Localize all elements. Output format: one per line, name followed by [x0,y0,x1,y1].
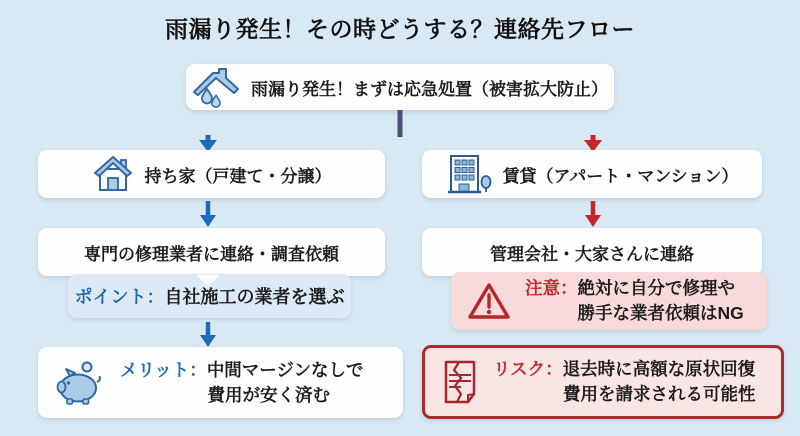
merit-label: メリット： [120,359,207,380]
arrow-down-left-step-icon [200,215,216,227]
arrow-down-left-merit-icon [200,335,216,347]
building-icon [446,152,492,196]
risk-line2: 費用を請求される可能性 [563,384,756,404]
page-title: 雨漏り発生！その時どうする？連絡先フロー [165,16,635,42]
owned-home-box [38,150,385,198]
point-label: ポイント： [74,287,165,307]
repair-contact-label: 専門の修理業者に連絡・調査依頼 [84,244,339,264]
repair-contact-box [38,228,385,276]
arrow-down-right-step-icon [585,215,601,227]
caution-line1: 絶対に自分で修理や [577,278,735,299]
house-icon [92,154,134,194]
caution-callout [451,272,767,330]
risk-box [422,345,784,419]
owned-home-label: 持ち家（戸建て・分譲） [144,166,332,186]
management-contact-box [422,228,762,276]
start-label: 雨漏り発生！まずは応急処置（被害拡大防止） [251,79,608,99]
merit-line2: 費用が安く済む [207,384,330,405]
piggy-bank-icon [56,360,104,406]
merit-box [38,347,403,418]
callout-tail [196,275,220,286]
management-contact-label: 管理会社・大家さんに連絡 [490,244,694,264]
caution-label: 注意： [525,278,578,299]
caution-line2: 勝手な業者依頼はNG [577,303,744,323]
point-text: 自社施工の業者を選ぶ [164,287,345,307]
start-box [186,64,614,110]
rental-label: 賃貸（アパート・マンション） [502,166,739,186]
risk-label: リスク： [493,359,563,380]
warning-triangle-icon [467,281,511,321]
rental-box [422,150,762,198]
torn-invoice-icon [439,358,481,406]
merit-line1: 中間マージンなしで [206,359,364,380]
leaking-roof-icon [192,66,240,108]
risk-line1: 退去時に高額な原状回復 [562,359,756,380]
